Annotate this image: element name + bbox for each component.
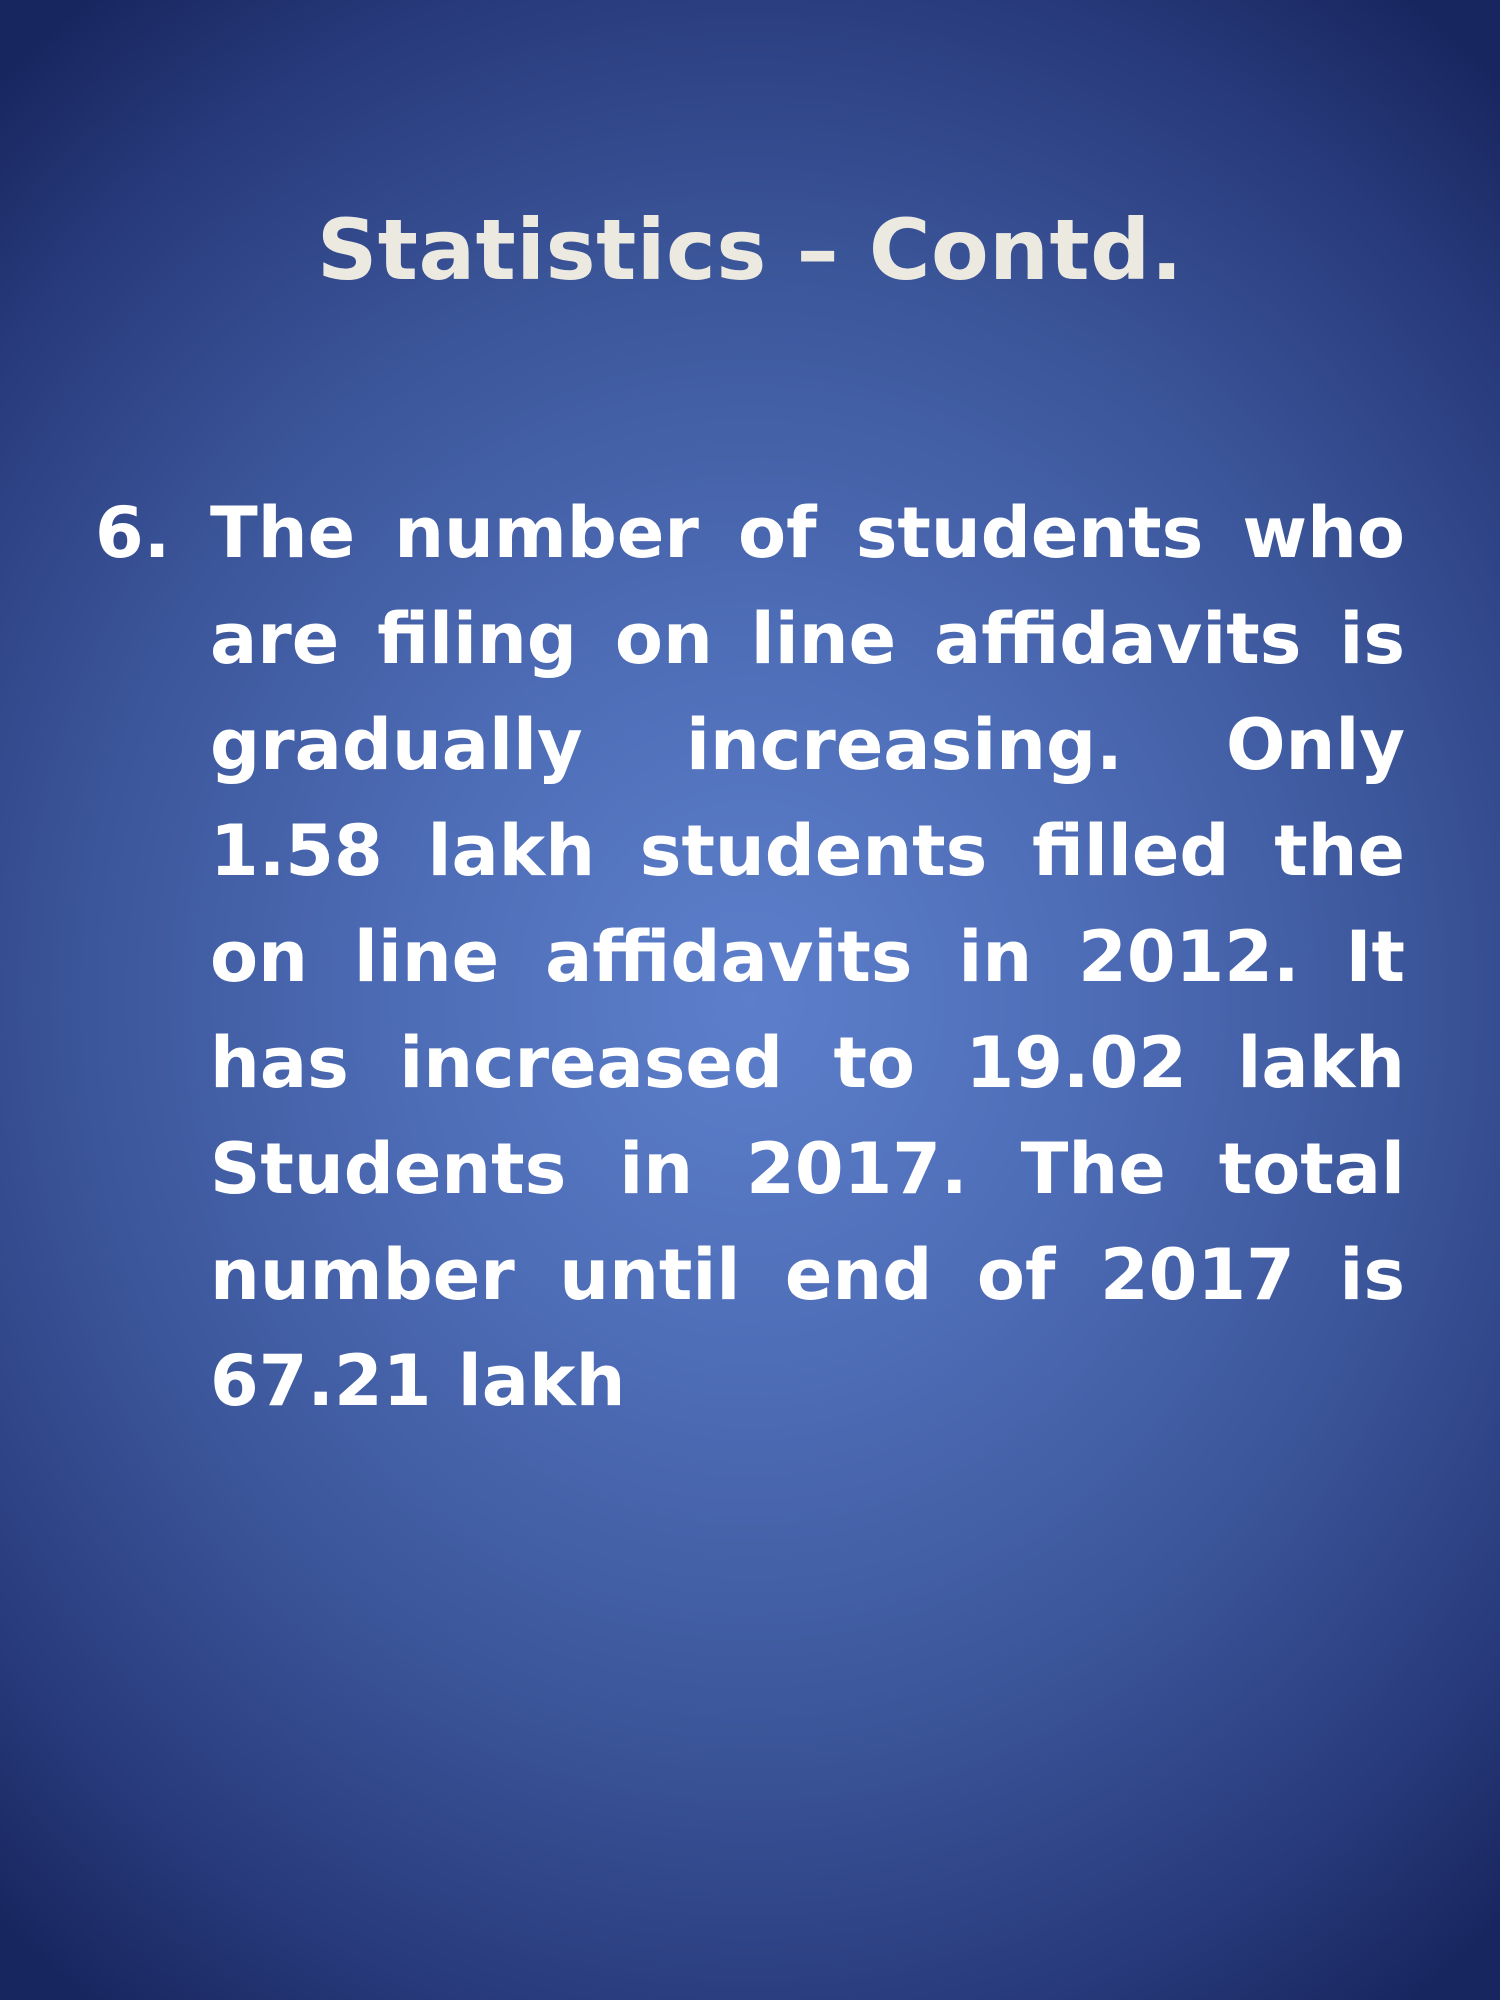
slide-title: Statistics – Contd. xyxy=(316,201,1184,299)
list-item xyxy=(95,480,1405,1434)
bullet-list xyxy=(95,480,1405,1434)
list-item-number: 6. xyxy=(95,492,171,574)
list-item-text: The number of students who are filing on line affidavits is gradually increasing. Only 1.58 lakh students filled the on line affidavits in 2012. It has increased to 19.02 lakh Students in 2017. The total number until end of 2017 is 67.21 lakh xyxy=(210,492,1405,1422)
